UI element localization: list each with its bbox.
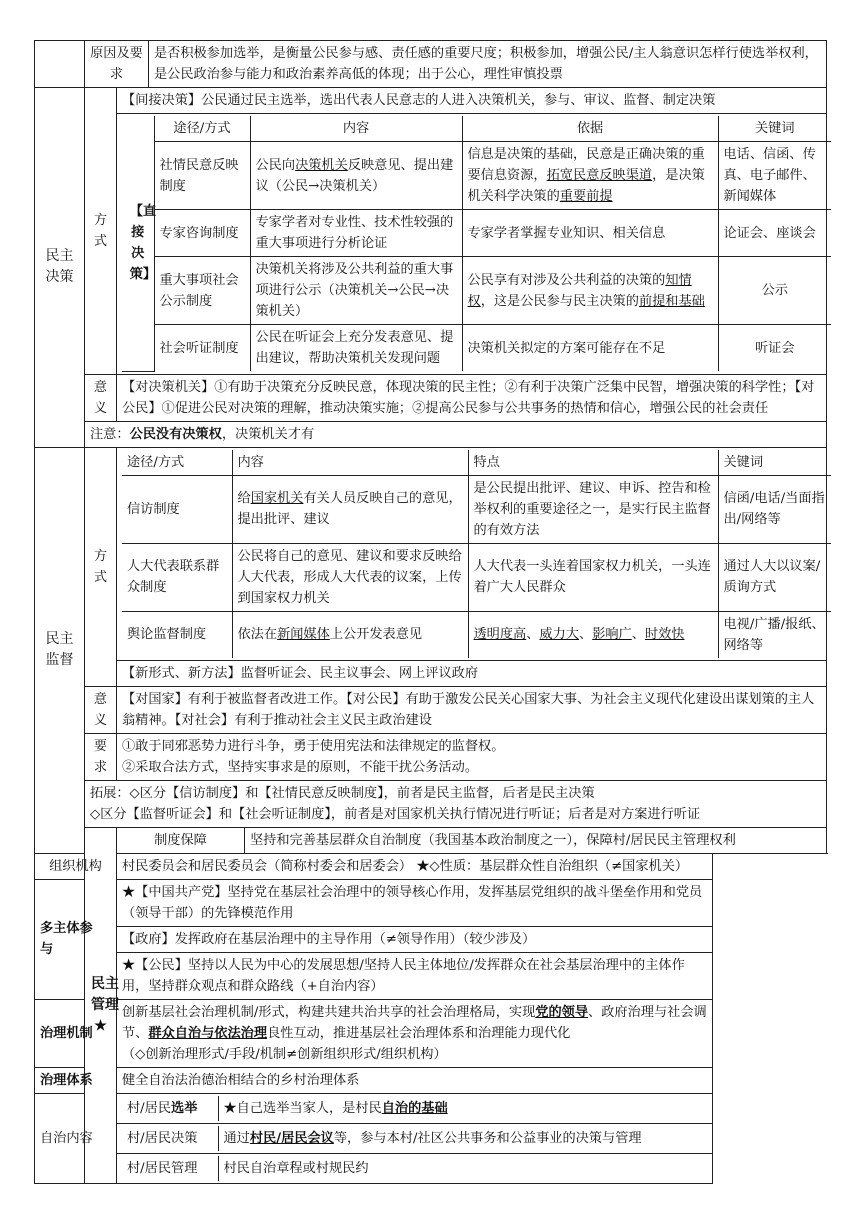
org-label: 组织机构 <box>35 853 117 879</box>
supervision-meaning-label: 意义 <box>85 686 117 733</box>
direct-decision-label: 【直接决策】 <box>122 116 154 371</box>
col-header-feature: 特点 <box>468 450 718 476</box>
table-row: 村/居民管理 村民自治章程或村规民约 <box>122 1156 707 1181</box>
mechanism-label: 治理机制 <box>35 999 117 1067</box>
system2-label: 治理体系 <box>35 1067 117 1093</box>
col-header-keyword: 关键词 <box>718 116 831 142</box>
supervision-req-label: 要求 <box>85 733 117 780</box>
col-header-content: 内容 <box>250 116 462 142</box>
table-row: 村/居民选举 ★自己选举当家人，是村民自治的基础 <box>122 1096 707 1121</box>
multi-party: ★【中国共产党】坚持党在基层社会治理中的领导核心作用，发挥基层党组织的战斗堡垒作用和党员（领导干部）的先锋模范作用 <box>117 879 713 926</box>
supervision-table <box>122 450 831 658</box>
supervision-section-label: 民主监督 <box>35 447 85 853</box>
col-header-way: 途径/方式 <box>154 116 250 142</box>
direct-decision-table <box>122 116 831 372</box>
supervision-extension: 拓展：◇区分【信访制度】和【社情民意反映制度】，前者是民主监督，后者是民主决策 ◇区分【监督听证会】和【社会听证制度】，前者是对国家机关执行情况进行听证；后者是对方案进行听证 <box>85 780 827 827</box>
star-icon: ★ <box>94 1017 107 1034</box>
system-label: 制度保障 <box>117 827 245 853</box>
management-section-label: 民主管理 ★ <box>85 827 117 1183</box>
system-text: 坚持和完善基层群众自治制度（我国基本政治制度之一），保障村/居民民主管理权利 <box>245 827 827 853</box>
decision-meaning-label: 意义 <box>85 374 117 421</box>
mechanism-text: 创新基层社会治理机制/形式，构建共建共治共享的社会治理格局，实现党的领导、政府治理与社会调节、群众自治与依法治理良性互动，推进基层社会治理体系和治理能力现代化 （◇创新治理形式/手段/机制≠创新组织形式/组织机构） <box>117 999 713 1067</box>
knowledge-table <box>34 40 827 1184</box>
table-row: 社会听证制度 公民在听证会上充分发表意见、提出建议，帮助决策机关发现问题 决策机关拟定的方案可能存在不足 听证会 <box>122 325 831 372</box>
multi-subject-label: 多主体参与 <box>35 879 117 999</box>
supervision-meaning: 【对国家】有利于被监督者改进工作。【对公民】有助于激发公民关心国家大事、为社会主义现代化建设出谋划策的主人翁精神。【对社会】有利于推动社会主义民主政治建设 <box>117 686 827 733</box>
supervision-req: ①敢于同邪恶势力进行斗争，勇于使用宪法和法律规定的监督权。 ②采取合法方式，坚持实事求是的原则，不能干扰公务活动。 <box>117 733 827 780</box>
decision-meaning: 【对决策机关】①有助于决策充分反映民意，体现决策的民主性；②有利于决策广泛集中民智，增强决策的科学性；【对公民】①促进公民对决策的理解，推动决策实施；②提高公民参与公共事务的热情和信心，增强公民的社会责任 <box>117 374 827 421</box>
decision-way-label: 方式 <box>85 88 117 375</box>
table-row: 社情民意反映制度 公民向决策机关反映意见、提出建议（公民→决策机关） 信息是决策的基础，民意是正确决策的重要信息资源，拓宽民意反映渠道，是决策机关科学决策的重要前提 电话、信函、传真、电子邮件、新闻媒体 <box>122 142 831 210</box>
system2-text: 健全自治法治德治相结合的乡村治理体系 <box>117 1067 713 1093</box>
decision-section-label: 民主决策 <box>35 88 85 448</box>
table-row: 村/居民决策 通过村民/居民会议等，参与本村/社区公共事务和公益事业的决策与管理 <box>122 1126 707 1151</box>
supervision-new-form: 【新形式、新方法】监督听证会、民主议事会、网上评议政府 <box>117 660 827 686</box>
table-row: 专家咨询制度 专家学者对专业性、技术性较强的重大事项进行分析论证 专家学者掌握专业知识、相关信息 论证会、座谈会 <box>122 210 831 257</box>
supervision-way-label: 方式 <box>85 447 117 686</box>
multi-citizen: ★【公民】坚持以人民为中心的发展思想/坚持人民主体地位/发挥群众在社会基层治理中的主体作用，坚持群众观点和群众路线（+自治内容） <box>117 952 713 999</box>
decision-note: 注意：公民没有决策权，决策机关才有 <box>85 421 827 447</box>
org-text: 村民委员会和居民委员会（简称村委会和居委会） ★◇性质：基层群众性自治组织（≠国家机关） <box>117 853 713 879</box>
table-row: 舆论监督制度 依法在新闻媒体上公开发表意见 透明度高、威力大、影响广、时效快 电视/广播/报纸、网络等 <box>122 611 831 658</box>
col-header-way: 途径/方式 <box>122 450 232 476</box>
indirect-decision: 【间接决策】公民通过民主选举，选出代表人民意志的人进入决策机关，参与、审议、监督、制定决策 <box>117 88 827 114</box>
self-govern-label: 自治内容 <box>35 1093 117 1183</box>
col-header-content: 内容 <box>232 450 468 476</box>
table-row: 人大代表联系群众制度 公民将自己的意见、建议和要求反映给人大代表，形成人大代表的议案，上传到国家权力机关 人大代表一头连着国家权力机关，一头连着广大人民群众 通过人大以议案/质询方式 <box>122 543 831 611</box>
election-reason-row <box>35 41 827 88</box>
reason-text: 是否积极参加选举，是衡量公民参与感、责任感的重要尺度；积极参加，增强公民/主人翁意识怎样行使选举权利，是公民政治参与能力和政治素养高低的体现；出于公心，理性审慎投票 <box>149 41 827 88</box>
table-row: 信访制度 给国家机关有关人员反映自己的意见，提出批评、建议 是公民提出批评、建议、申诉、控告和检举权利的重要途径之一，是实行民主监督的有效方法 信函/电话/当面指出/网络等 <box>122 475 831 543</box>
col-header-keyword: 关键词 <box>718 450 831 476</box>
table-row: 重大事项社会公示制度 决策机关将涉及公共利益的重大事项进行公示（决策机关→公民→决策机关） 公民享有对涉及公共利益的决策的知情权，这是公民参与民主决策的前提和基础 公示 <box>122 257 831 325</box>
col-header-basis: 依据 <box>462 116 718 142</box>
multi-gov: 【政府】发挥政府在基层治理中的主导作用（≠领导作用）（较少涉及） <box>117 926 713 952</box>
reason-label: 原因及要求 <box>85 41 149 88</box>
